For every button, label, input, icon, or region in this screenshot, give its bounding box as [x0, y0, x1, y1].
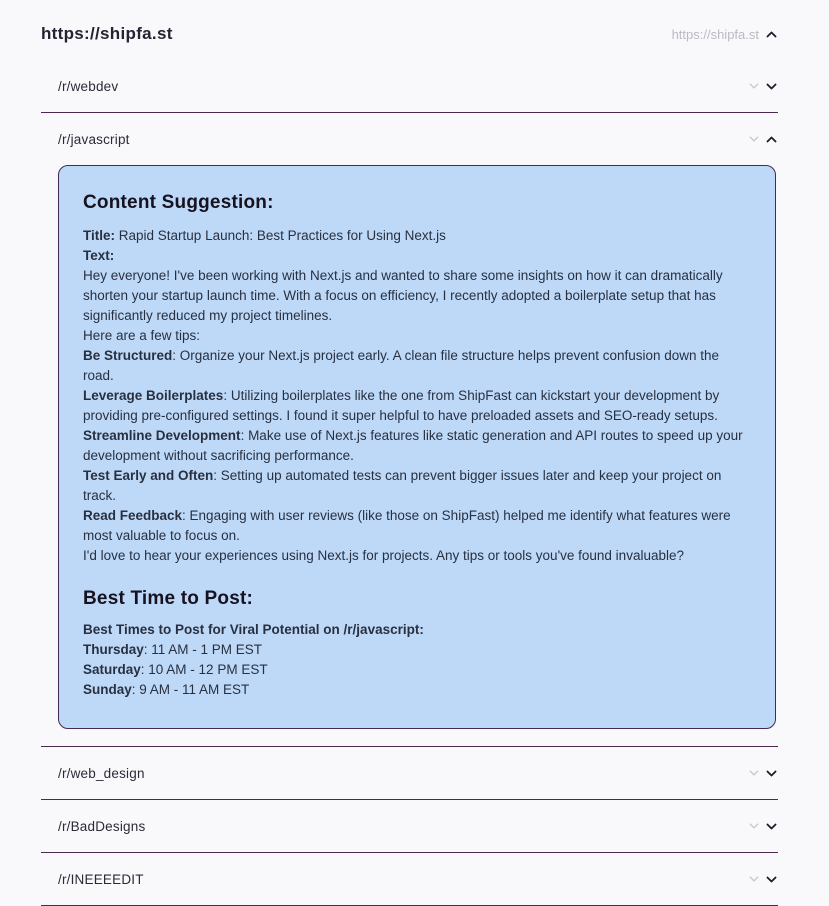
site-selector-value: https://shipfa.st [671, 26, 759, 42]
subreddit-label: /r/webdev [58, 78, 119, 94]
chevron-down-icon[interactable] [765, 767, 778, 780]
best-time-line: Sunday: 9 AM - 11 AM EST [83, 682, 250, 697]
best-time-line: Thursday: 11 AM - 1 PM EST [83, 642, 263, 657]
subreddit-section-javascript [41, 113, 778, 747]
subreddit-row[interactable] [41, 113, 778, 165]
suggestion-line: Here are a few tips: [83, 328, 201, 343]
chevron-down-muted-icon[interactable] [748, 873, 760, 885]
subreddit-section-webdev [41, 60, 778, 113]
subreddit-row[interactable] [41, 800, 778, 852]
chevron-up-icon[interactable] [765, 133, 778, 146]
subreddit-list [0, 60, 829, 906]
header [0, 0, 829, 44]
chevron-down-muted-icon[interactable] [748, 820, 760, 832]
chevron-up-icon[interactable] [765, 28, 778, 41]
chevron-down-muted-icon[interactable] [748, 767, 760, 779]
content-suggestion-heading: Content Suggestion: [83, 192, 274, 213]
chevron-down-muted-icon[interactable] [748, 80, 760, 92]
suggestion-line: Title: Rapid Startup Launch: Best Practices for Using Next.js [83, 228, 446, 243]
suggestion-line: Be Structured: Organize your Next.js project early. A clean file structure helps prevent confusion down the road. [83, 348, 720, 383]
subreddit-label: /r/javascript [58, 131, 130, 147]
suggestion-line: Test Early and Often: Setting up automated tests can prevent bigger issues later and keep your project on track. [83, 468, 722, 503]
best-time-line: Saturday: 10 AM - 12 PM EST [83, 662, 268, 677]
chevron-down-icon[interactable] [765, 873, 778, 886]
page-title: https://shipfa.st [41, 24, 173, 43]
subreddit-section-baddesigns [41, 800, 778, 853]
chevron-down-icon[interactable] [765, 820, 778, 833]
subreddit-section-web-design [41, 747, 778, 800]
best-time-heading: Best Time to Post: [83, 588, 254, 609]
suggestion-line: Read Feedback: Engaging with user reviews (like those on ShipFast) helped me identify what features were most valuable to focus on. [83, 508, 731, 543]
site-selector[interactable] [672, 27, 778, 42]
chevron-down-icon[interactable] [765, 80, 778, 93]
chevron-down-muted-icon[interactable] [748, 133, 760, 145]
subreddit-label: /r/BadDesigns [58, 818, 146, 834]
subreddit-row[interactable] [41, 60, 778, 112]
suggestion-line: I'd love to hear your experiences using Next.js for projects. Any tips or tools you've found invaluable? [83, 548, 684, 563]
suggestion-line: Text: [83, 248, 115, 263]
suggestion-line: Streamline Development: Make use of Next.js features like static generation and API routes to speed up your development without sacrificing performance. [83, 428, 743, 463]
subreddit-label: /r/web_design [58, 765, 145, 781]
subreddit-label: /r/INEEEEDIT [58, 871, 144, 887]
subreddit-row[interactable] [41, 853, 778, 905]
suggestion-line: Hey everyone! I've been working with Next.js and wanted to share some insights on how it can dramatically shorten your startup launch time. With a focus on efficiency, I recently adopted a boilerplate setup that has significantly reduced my project timelines. [83, 268, 723, 323]
subreddit-section-ineeeedit [41, 853, 778, 906]
suggestion-line: Leverage Boilerplates: Utilizing boilerplates like the one from ShipFast can kickstart your development by providing pre-configured settings. I found it super helpful to have preloaded assets and SEO-ready setups. [83, 388, 720, 423]
subreddit-row[interactable] [41, 747, 778, 799]
best-time-line: Best Times to Post for Viral Potential on /r/javascript: [83, 622, 424, 637]
content-suggestion-card [58, 165, 776, 729]
